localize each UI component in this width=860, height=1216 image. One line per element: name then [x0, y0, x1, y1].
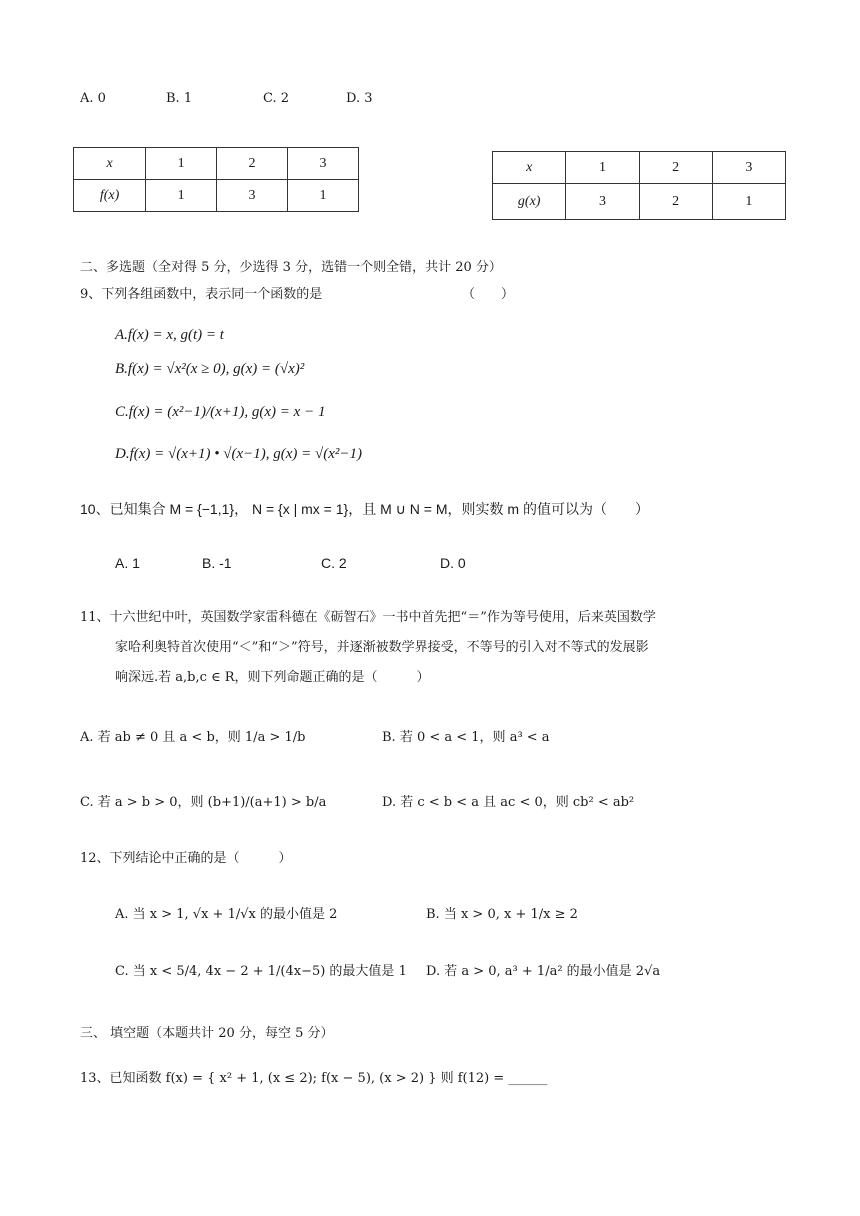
q13-stem: 13、已知函数 f(x) = { x² + 1, (x ≤ 2); f(x − 5), (x > 2) } 则 f(12) = ______: [80, 1071, 548, 1086]
q12-option-a: A. 当 x > 1, √x + 1/√x 的最小值是 2: [115, 907, 338, 922]
table-f-cell-2: 3: [217, 180, 288, 212]
q9-option-a: A.f(x) = x, g(t) = t: [115, 327, 224, 343]
section-3-title: 三、 填空题（本题共计 20 分，每空 5 分）: [80, 1026, 334, 1041]
q8-option-c: C. 2: [263, 91, 290, 106]
q8-option-a: A. 0: [80, 91, 106, 106]
table-g-row-label: g(x): [493, 184, 566, 220]
table-g: [492, 151, 786, 220]
table-f-cell-1: 1: [146, 180, 217, 212]
table-g-header-1: 1: [566, 152, 639, 184]
q11-line-1: 11、十六世纪中叶，英国数学家雷科德在《砺智石》一书中首先把“＝”作为等号使用，后来英国数学: [80, 610, 656, 625]
table-f-header-3: 3: [288, 148, 359, 180]
q11-line-3: 响深远.若 a,b,c ∈ R，则下列命题正确的是（ ）: [115, 670, 430, 685]
q11-option-b: B. 若 0 < a < 1，则 a³ < a: [382, 730, 550, 745]
q10-option-c: C. 2: [321, 555, 347, 571]
q8-option-b: B. 1: [166, 91, 193, 106]
q10-option-d: D. 0: [440, 555, 466, 571]
q9-option-b: B.f(x) = √x²(x ≥ 0), g(x) = (√x)²: [115, 361, 305, 377]
q12-option-d: D. 若 a > 0, a³ + 1/a² 的最小值是 2√a: [426, 964, 661, 979]
q10-stem: 10、已知集合 M = {−1,1}， N = {x | mx = 1}，且 M ∪ N = M，则实数 m 的值可以为（ ）: [80, 501, 649, 517]
table-g-header-x: x: [493, 152, 566, 184]
q11-line-2: 家哈利奥特首次使用“＜”和“＞”符号，并逐渐被数学界接受，不等号的引入对不等式的发展影: [115, 640, 649, 655]
q11-option-a: A. 若 ab ≠ 0 且 a < b，则 1/a > 1/b: [80, 730, 306, 745]
section-2-title: 二、多选题（全对得 5 分，少选得 3 分，选错一个则全错，共计 20 分）: [80, 260, 502, 275]
q9-paren: （ ）: [462, 287, 515, 302]
q11-option-c: C. 若 a > b > 0，则 (b+1)/(a+1) > b/a: [80, 795, 327, 810]
q9-option-c: C.f(x) = (x²−1)/(x+1), g(x) = x − 1: [115, 404, 326, 420]
table-f: [73, 147, 359, 212]
q9-stem: 9、下列各组函数中，表示同一个函数的是: [80, 287, 323, 302]
q9-option-d: D.f(x) = √(x+1) • √(x−1), g(x) = √(x²−1): [115, 446, 363, 462]
q10-option-a: A. 1: [115, 555, 140, 571]
table-f-cell-3: 1: [288, 180, 359, 212]
table-g-cell-1: 3: [566, 184, 639, 220]
q8-option-d: D. 3: [346, 91, 373, 106]
table-f-header-x: x: [74, 148, 146, 180]
q12-stem: 12、下列结论中正确的是（ ）: [80, 851, 292, 866]
table-f-row-label: f(x): [74, 180, 146, 212]
q12-option-c: C. 当 x < 5/4, 4x − 2 + 1/(4x−5) 的最大值是 1: [115, 964, 407, 979]
q12-option-b: B. 当 x > 0, x + 1/x ≥ 2: [426, 907, 578, 922]
table-g-header-2: 2: [639, 152, 712, 184]
table-g-header-3: 3: [712, 152, 785, 184]
table-g-cell-3: 1: [712, 184, 785, 220]
table-g-cell-2: 2: [639, 184, 712, 220]
table-f-header-2: 2: [217, 148, 288, 180]
q10-option-b: B. -1: [202, 555, 232, 571]
table-f-header-1: 1: [146, 148, 217, 180]
q11-option-d: D. 若 c < b < a 且 ac < 0，则 cb² < ab²: [382, 795, 635, 810]
